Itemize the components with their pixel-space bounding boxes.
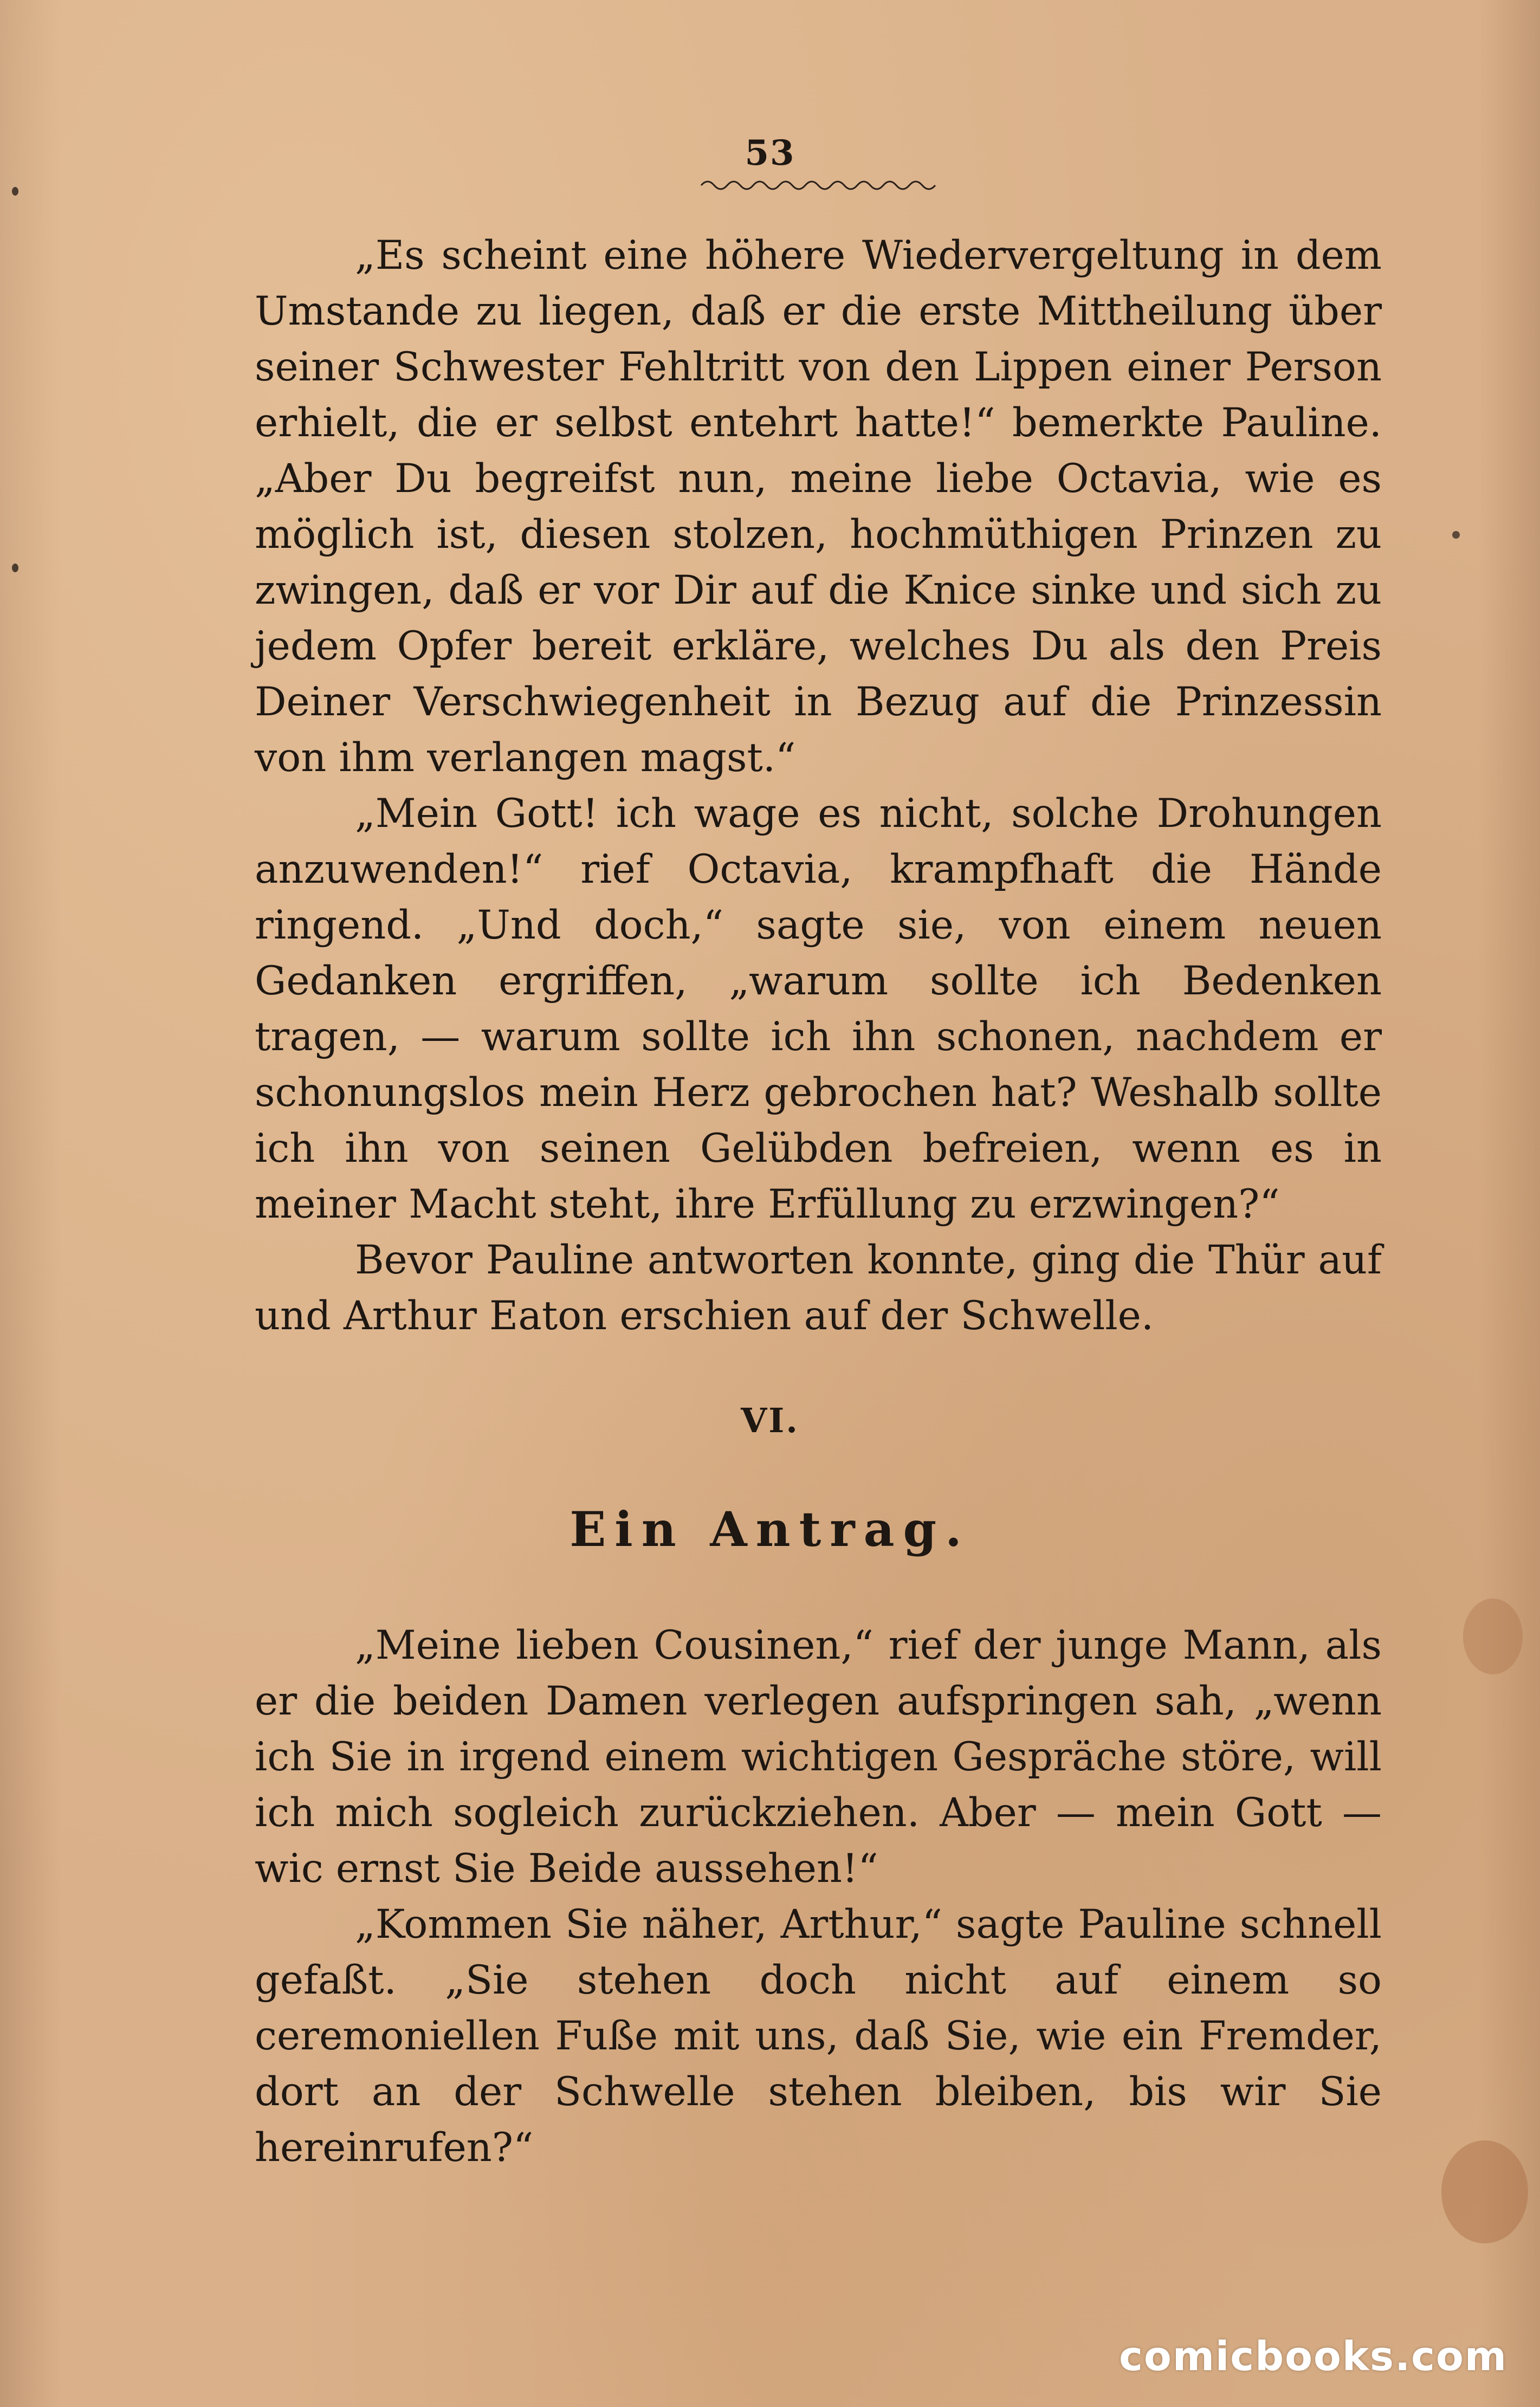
page-number: 53	[745, 133, 795, 173]
wavy-rule-ornament	[699, 176, 937, 195]
paragraph: „Mein Gott! ich wage es nicht, solche Drohungen anzuwenden!“ rief Octavia, krampfhaft die Hände ringend. „Und doch,“ sagte sie, von einem neuen Gedanken ergriffen, „warum sollte ich Bedenken tragen, — warum sollte ich ihn schonen, nachdem er schonungslos mein Herz gebrochen hat? Weshalb sollte ich ihn von seinen Gelübden befreien, wenn es in meiner Macht steht, ihre Erfüllung zu erzwingen?“	[255, 791, 1382, 1227]
paragraph: Bevor Pauline antworten konnte, ging die Thür auf und Arthur Eaton erschien auf der Schwelle.	[255, 1237, 1382, 1339]
paper-stain	[12, 564, 18, 572]
paper-stain	[1452, 531, 1460, 539]
chapter-title: Ein Antrag.	[570, 1501, 970, 1557]
paragraph: „Meine lieben Cousinen,“ rief der junge Mann, als er die beiden Damen verlegen aufspringen sah, „wenn ich Sie in irgend einem wichtigen Gespräche störe, will ich mich sogleich zurückziehen. Aber — mein Gott — wic ernst Sie Beide aussehen!“	[255, 1622, 1382, 1892]
body-text	[255, 228, 1382, 1344]
paragraph: „Kommen Sie näher, Arthur,“ sagte Pauline schnell gefaßt. „Sie stehen doch nicht auf einem so ceremoniellen Fuße mit uns, daß Sie, wie ein Fremder, dort an der Schwelle stehen bleiben, bis wir Sie hereinrufen?“	[255, 1901, 1382, 2171]
chapter-number: VI.	[741, 1401, 799, 1440]
paragraph: „Es scheint eine höhere Wiedervergeltung in dem Umstande zu liegen, daß er die erste Mittheilung über seiner Schwester Fehltritt von den Lippen einer Person erhielt, die er selbst entehrt hatte!“ bemerkte Pauline. „Aber Du begreifst nun, meine liebe Octavia, wie es möglich ist, diesen stolzen, hochmüthigen Prinzen zu zwingen, daß er vor Dir auf die Knice sinke und sich zu jedem Opfer bereit erkläre, welches Du als den Preis Deiner Verschwiegenheit in Bezug auf die Prinzessin von ihm verlangen magst.“	[255, 232, 1382, 781]
chapter-body-text	[255, 1617, 1382, 2176]
paper-stain	[1463, 1599, 1523, 1674]
watermark-logo: comicbooks.com	[1119, 2333, 1507, 2380]
paper-stain	[1441, 2140, 1528, 2243]
paper-stain	[12, 187, 18, 196]
